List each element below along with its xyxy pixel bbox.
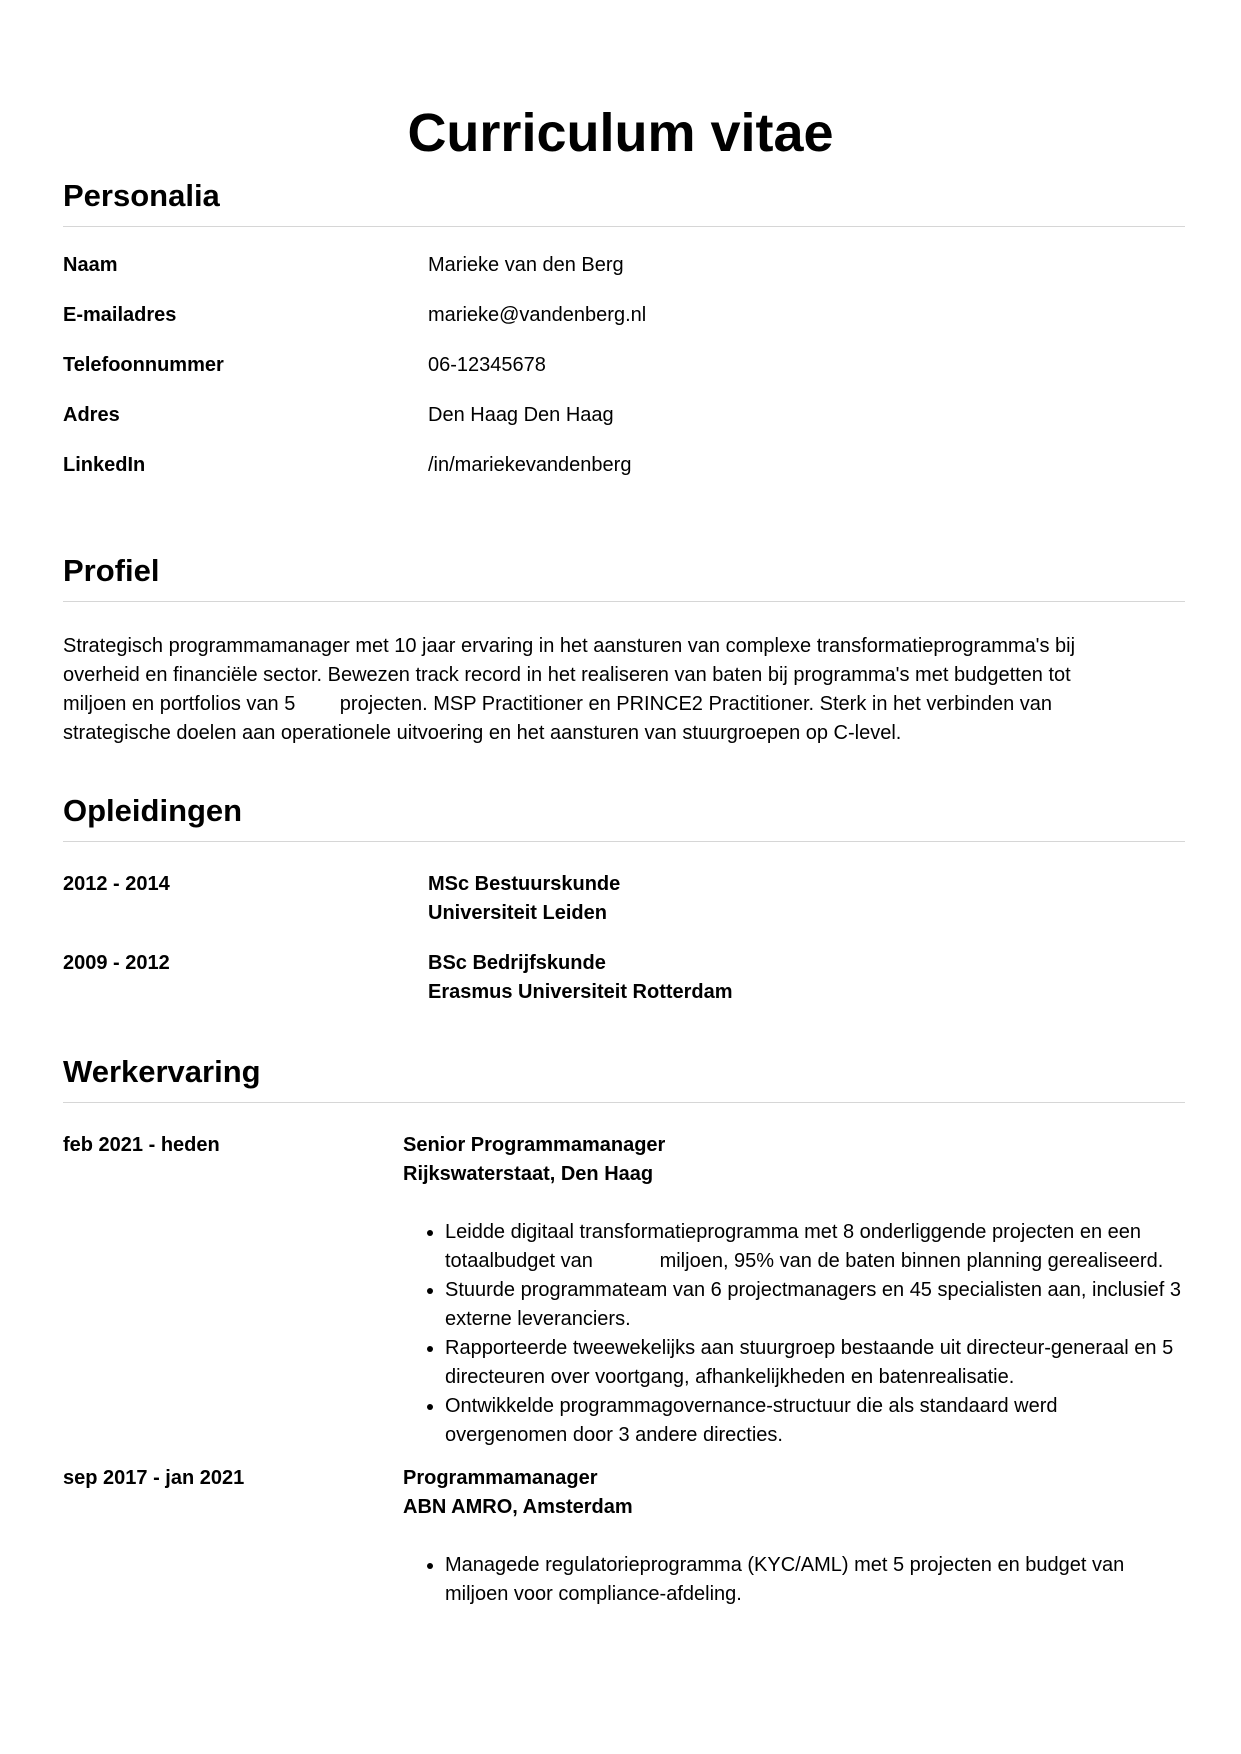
- education-list: [63, 870, 1185, 1007]
- profiel-section: [63, 551, 1185, 768]
- personalia-row-telefoon: [63, 351, 1185, 401]
- education-details: [428, 870, 1185, 949]
- personalia-row-naam: [63, 251, 1185, 301]
- experience-org: Rijkswaterstaat, Den Haag: [403, 1163, 654, 1185]
- experience-period: sep 2017 - jan 2021: [63, 1467, 245, 1489]
- education-degree: MSc Bestuurskunde: [428, 873, 621, 895]
- education-school: Universiteit Leiden: [428, 902, 607, 924]
- profiel-heading: Profiel: [63, 551, 1185, 602]
- education-school: Erasmus Universiteit Rotterdam: [428, 981, 733, 1003]
- field-value: Marieke van den Berg: [428, 254, 624, 276]
- experience-details: [403, 1131, 1185, 1450]
- personalia-row-adres: [63, 401, 1185, 451]
- personalia-section: [63, 176, 1185, 501]
- education-entry: [63, 949, 1185, 1007]
- education-entry: [63, 870, 1185, 949]
- page-title: Curriculum vitae: [407, 103, 834, 164]
- experience-bullet: • Rapporteerde tweewekelijks aan stuurgroep bestaande uit directeur-generaal en 5 directeuren over voortgang, afhankelijkheden en batenrealisatie.: [445, 1334, 1185, 1392]
- experience-bullets: [403, 1551, 1185, 1609]
- experience-org: ABN AMRO, Amsterdam: [403, 1496, 633, 1518]
- field-label: Naam: [63, 254, 118, 276]
- personalia-heading: Personalia: [63, 176, 1185, 227]
- opleidingen-heading: Opleidingen: [63, 791, 1185, 842]
- experience-details: [403, 1464, 1185, 1609]
- experience-role: Senior Programmamanager: [403, 1134, 666, 1156]
- experience-entry: [63, 1131, 1185, 1450]
- experience-period: feb 2021 - heden: [63, 1134, 220, 1156]
- personalia-row-linkedin: [63, 451, 1185, 501]
- field-value: Den Haag Den Haag: [428, 404, 614, 426]
- field-value: marieke@vandenberg.nl: [428, 304, 647, 326]
- personalia-list: [63, 251, 1185, 501]
- werkervaring-section: [63, 1052, 1185, 1609]
- education-details: [428, 949, 1185, 1007]
- werkervaring-heading: Werkervaring: [63, 1052, 1185, 1103]
- field-label: LinkedIn: [63, 454, 146, 476]
- personalia-row-email: [63, 301, 1185, 351]
- experience-bullets: [403, 1218, 1185, 1450]
- experience-bullet: • Ontwikkelde programmagovernance-structuur die als standaard werd overgenomen door 3 andere directies.: [445, 1392, 1185, 1450]
- field-label: Adres: [63, 404, 120, 426]
- opleidingen-section: [63, 791, 1185, 1007]
- field-label: Telefoonnummer: [63, 354, 224, 376]
- field-value: 06-12345678: [428, 354, 546, 376]
- experience-role: Programmamanager: [403, 1467, 598, 1489]
- field-value: /in/mariekevandenberg: [428, 454, 632, 476]
- experience-bullet: • Stuurde programmateam van 6 projectmanagers en 45 specialisten aan, inclusief 3 externe leveranciers.: [445, 1276, 1185, 1334]
- experience-bullet: • Leidde digitaal transformatieprogramma met 8 onderliggende projecten en een totaalbudget van miljoen, 95% van de baten binnen planning gerealiseerd.: [445, 1218, 1185, 1276]
- education-period: 2012 - 2014: [63, 873, 170, 895]
- experience-list: [63, 1131, 1185, 1609]
- experience-bullet: • Managede regulatorieprogramma (KYC/AML) met 5 projecten en budget van miljoen voor compliance-afdeling.: [445, 1551, 1185, 1609]
- education-degree: BSc Bedrijfskunde: [428, 952, 606, 974]
- profile-text: Strategisch programmamanager met 10 jaar ervaring in het aansturen van complexe transformatieprogramma's bij overheid en financiële sector. Bewezen track record in het realiseren van baten bij programma's met budgetten tot miljoen en portfolios van 5 projecten. MSP Practitioner en PRINCE2 Practitioner. Sterk in het verbinden van strategische doelen aan operationele uitvoering en het aansturen van stuurgroepen op C-level.: [63, 635, 1081, 744]
- experience-entry: [63, 1464, 1185, 1609]
- education-period: 2009 - 2012: [63, 952, 170, 974]
- field-label: E-mailadres: [63, 304, 177, 326]
